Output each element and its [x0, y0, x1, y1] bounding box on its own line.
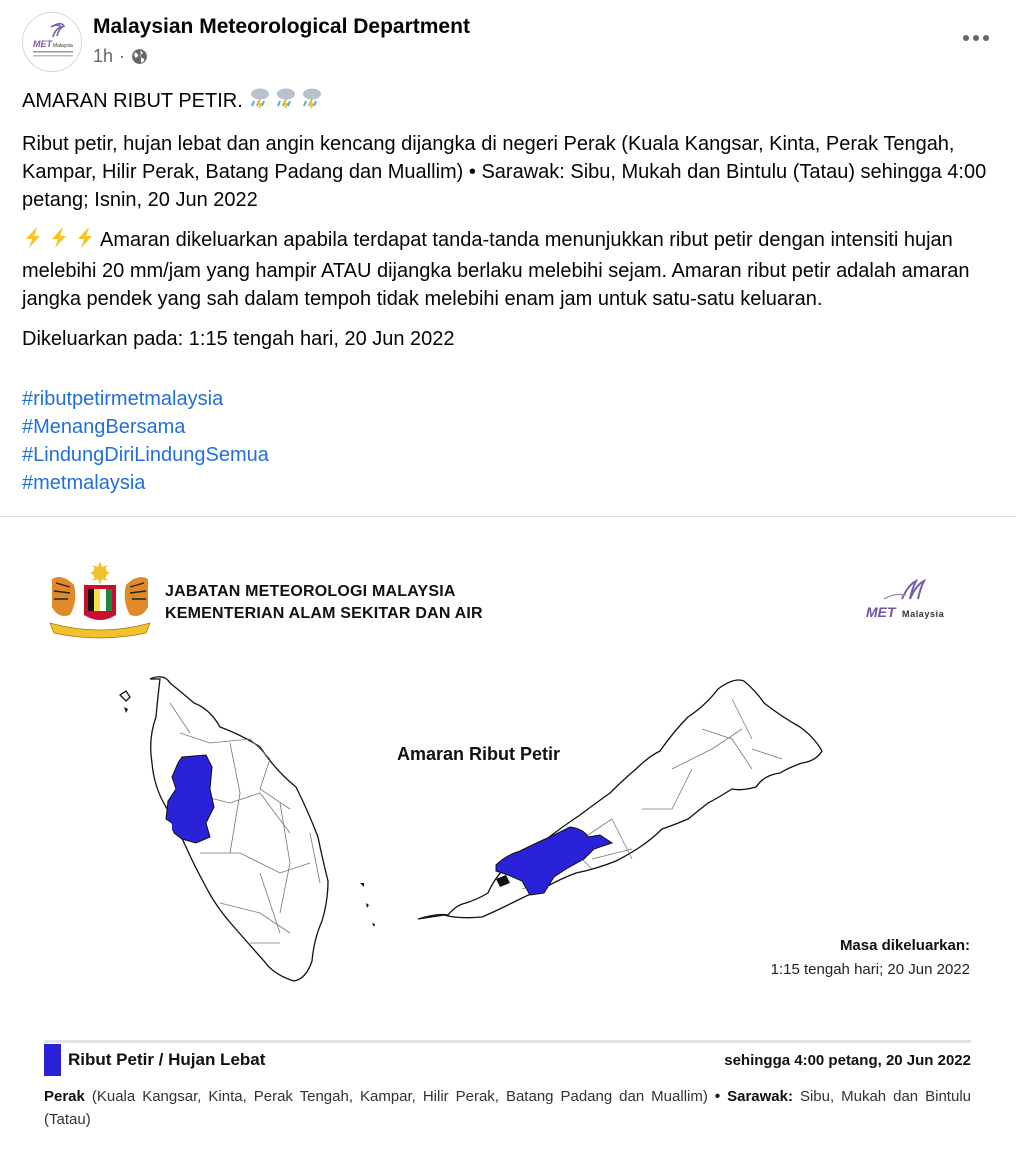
area-districts: Sibu, Mukah dan Bintulu (Tatau)	[44, 1088, 971, 1128]
post-time[interactable]: 1h	[93, 46, 114, 66]
post-meta	[93, 46, 148, 67]
met-logo-icon	[23, 13, 82, 72]
hashtag-link[interactable]: #metmalaysia	[22, 472, 146, 494]
page-name[interactable]: Malaysian Meteorological Department	[93, 15, 470, 38]
cloud-lightning-rain-icon	[248, 86, 328, 118]
ministry-name: KEMENTERIAN ALAM SEKITAR DAN AIR	[165, 605, 483, 622]
legend-label: Ribut Petir / Hujan Lebat	[68, 1050, 266, 1069]
globe-icon[interactable]	[131, 48, 148, 65]
area-state: Perak	[44, 1088, 85, 1105]
met-malaysia-logo	[862, 577, 972, 627]
department-title	[165, 581, 483, 625]
area-districts: (Kuala Kangsar, Kinta, Perak Tengah, Kampar, Hilir Perak, Batang Padang dan Muallim)	[91, 1088, 708, 1105]
hashtag-link[interactable]: #ributpetirmetmalaysia	[22, 388, 224, 410]
post-body	[22, 86, 994, 365]
coat-of-arms-icon	[44, 559, 156, 641]
dot-icon	[963, 35, 969, 41]
east-malaysia-map	[412, 669, 872, 989]
post-header	[22, 12, 994, 72]
peninsular-malaysia-map	[110, 673, 390, 1003]
hashtag-list	[22, 385, 269, 497]
dot-icon	[973, 35, 979, 41]
post-paragraph-1: Ribut petir, hujan lebat dan angin kencang dijangka di negeri Perak (Kuala Kangsar, Kinta, Perak Tengah, Kampar, Hilir Perak, Batang Padang dan Muallim) • Sarawak: Sibu, Mukah dan Bintulu (Tatau) sehingga 4:00 petang; Isnin, 20 Jun 2022	[22, 133, 987, 211]
area-state: Sarawak:	[727, 1088, 793, 1105]
post-paragraph-2	[22, 226, 994, 313]
post-issued: Dikeluarkan pada: 1:15 tengah hari, 20 Jun 2022	[22, 328, 455, 350]
legend-swatch	[44, 1044, 61, 1076]
affected-areas	[44, 1085, 971, 1131]
legend-divider	[44, 1040, 971, 1043]
legend-valid-until: sehingga 4:00 petang, 20 Jun 2022	[724, 1052, 971, 1069]
issued-time: 1:15 tengah hari; 20 Jun 2022	[770, 961, 970, 978]
more-options-button[interactable]	[958, 26, 994, 50]
dot-icon	[983, 35, 989, 41]
area-separator: •	[714, 1088, 721, 1105]
logo-text: MET	[866, 604, 896, 620]
issued-label: Masa dikeluarkan:	[839, 937, 970, 954]
hashtag-link[interactable]: #LindungDiriLindungSemua	[22, 444, 269, 466]
post-title: AMARAN RIBUT PETIR.	[22, 90, 243, 112]
page-avatar[interactable]	[22, 12, 82, 72]
logo-subtext: Malaysia	[902, 609, 945, 619]
svg-text:MET: MET	[33, 39, 52, 49]
svg-text:Malaysia: Malaysia	[53, 43, 73, 49]
hashtag-link[interactable]: #MenangBersama	[22, 416, 186, 438]
map-title: Amaran Ribut Petir	[397, 744, 561, 764]
meta-separator: ·	[119, 46, 126, 66]
warning-graphic[interactable]	[0, 517, 1016, 1156]
post-title-line	[22, 86, 994, 118]
post-paragraph-2-text: Amaran dikeluarkan apabila terdapat tanda-tanda menunjukkan ribut petir dengan intensiti hujan melebihi 20 mm/jam yang hampir ATAU dijangka berlaku melebihi sejam. Amaran ribut petir adalah amaran jangka pendek yang sah dalam tempoh tidak melebihi enam jam untuk satu-satu keluaran.	[22, 229, 970, 310]
department-name: JABATAN METEOROLOGI MALAYSIA	[165, 583, 456, 600]
lightning-bolt-icon	[22, 227, 100, 257]
